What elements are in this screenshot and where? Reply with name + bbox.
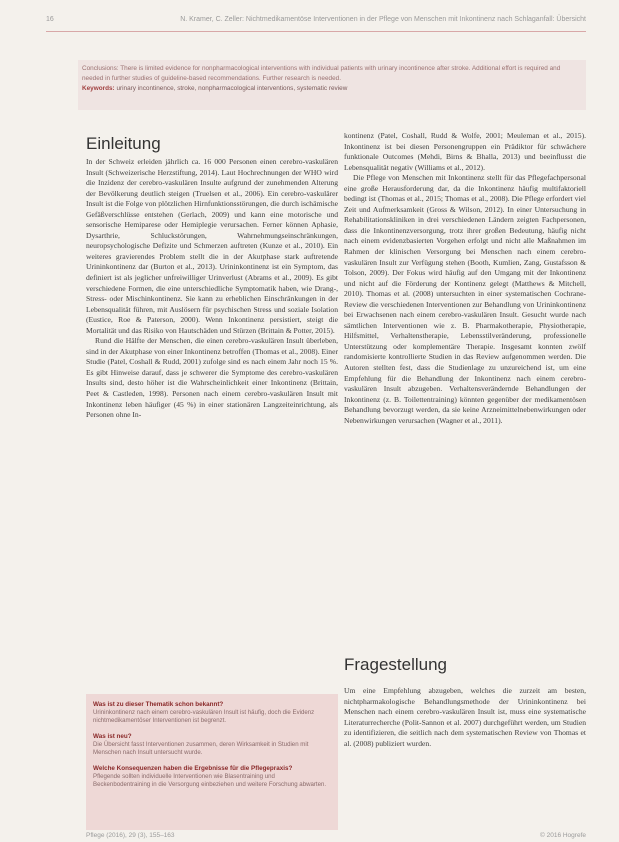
keywords-line [82, 84, 582, 94]
box-question: Was ist zu dieser Thematik schon bekannt? [93, 701, 224, 708]
section-heading-einleitung: Einleitung [86, 134, 161, 153]
keywords-text: urinary incontinence, stroke, nonpharmacological interventions, systematic review [116, 85, 348, 92]
abstract-text: Conclusions: There is limited evidence for nonpharmacological interventions with individual patients with urinary incontinence after stroke. Additional effort is required and needed in further studies of guideline-based recommendations. Further research is needed. [82, 65, 561, 82]
page-footer [86, 832, 586, 842]
footer-citation: Pflege (2016), 29 (3), 155–163 [86, 832, 175, 839]
keywords-label: Keywords: [82, 85, 115, 92]
footer-copyright: © 2016 Hogrefe [540, 832, 586, 839]
paragraph: Um eine Empfehlung abzugeben, welches die zurzeit am besten, nichtpharmakologische Behandlungsmethode der Urininkontinenz bei Menschen nach einem cerebro-vaskulären Insult ist, muss eine systematische Literaturrecherche (Polit-Sannon et al. 2007) durchgeführt werden, um Studien zu identifizieren, die seitlich nach dem systematischen Review von Thomas et al. (2008) publiziert wurden. [344, 686, 586, 748]
left-column [86, 157, 338, 643]
paragraph: Rund die Hälfte der Menschen, die einen cerebro-vaskulären Insult überleben, sind in der Akutphase von einer Inkontinenz betroffen (Thomas et al., 2008). Einer Studie (Patel, Coshall & Rudd, 2001) zufolge sind es nach einem Jahr noch 15 %. Es gibt Hinweise darauf, dass je schwerer die Symptome des cerebro-vaskulären Insults sind, desto höher ist die Wahrscheinlichkeit einer Inkontinenz (Brittain, Peet & Castleden, 1998). Personen nach einem cerebro-vaskulären Insult mit Inkontinenz leben häufiger (45 %) in einer stationären Langzeiteinrichtung, als Personen ohne In- [86, 336, 338, 420]
paragraph: In der Schweiz erleiden jährlich ca. 16 000 Personen einen cerebro-vaskulären Insult (Schweizerische Herzstiftung, 2014). Laut Hochrechnungen der WHO wird die Inzidenz der cerebro-vaskulären Insulte aufgrund der zunehmenden Alterung der Bevölkerung deutlich steigen (Truelsen et al., 2006). Ein cerebro-vaskulärer Insult ist die Folge von plötzlichen Hirnfunktionsstörungen, die durch ischämische Gefäßverschlüsse entstehen (Gerlach, 2009) und kann eine motorische und sensorische Hemiparese oder Hemiplegie verursachen. Ferner können Aphasie, Dysarthrie, Schluckstörungen, Wahrnehmungseinschränkungen, neuropsychologische Defizite und Schmerzen auftreten (Kunze et al., 2010). Ein weiteres gravierendes Problem stellt die in der Akutphase stark auftretende Urininkontinenz dar (Burton et al., 2013). Urininkontinenz ist ein Symptom, das definiert ist als jeglicher unfreiwilliger Urinverlust (Abrams et al., 2009). Es gibt verschiedene Formen, die eine unterschiedliche Symptomatik haben, wie Drang-, Stress- oder Mischinkontinenz. Sie kann zu erheblichen Einschränkungen in der Lebensqualität führen, mit Auslösern für psychischen Stress und soziale Isolation (Eustice, Roe & Paterson, 2000). Wenn Inkontinenz persistiert, steigt die Mortalität und das Risiko von Hautschäden und Stürzen (Brittain & Potter, 2015). [86, 157, 338, 335]
box-question: Was ist neu? [93, 732, 132, 740]
paragraph: Die Pflege von Menschen mit Inkontinenz stellt für das Pflegefachpersonal eine große Herausforderung dar, da die Inkontinenz häufig multifaktoriell bedingt ist (Thomas et al., 2015; Thomas et al., 2008). Die Pflege erfordert viel Zeit und Aufmerksamkeit (Gross & Wilson, 2012). In einer Untersuchung in Rehabilitationskliniken in drei verschiedenen Ländern zeigten Fachpersonen, dass die Inkontinenzversorgung, trotz ihrer großen Bedeutung, häufig nicht nach einem evidenzbasierten Vorgehen erfolgt und nicht alle Maßnahmen im Rahmen der klinischen Versorgung bei Menschen nach einem cerebro-vaskulären Insult zur Verfügung stehen (Booth, Kumlien, Zang, Gustafsson & Tolson, 2009). Der Fokus wird häufig auf den Umgang mit der Inkontinenz und nicht auf die Förderung der Kontinenz gelegt (Matthews & Mitchell, 2010). Thomas et al. (2008) untersuchten in einer systematischen Cochrane-Review die verschiedenen Interventionen zur Behandlung von Urininkontinenz bei Erwachsenen nach einem cerebro-vaskulären Insult. Gesucht wurde nach sämtlichen Interventionen wie z. B. Pharmakotherapie, Physiotherapie, Hilfsmittel, Verhaltenstherapie, Lebensstilveränderung, professionelle Unterstützung oder komplementäre Therapie. Insgesamt konnten zwölf randomisierte kontrollierte Studien in das Review aufgenommen werden. Die Autoren stellten fest, dass die Studienlage zu unzureichend ist, um eine Empfehlung für die Behandlung der Inkontinenz nach einem cerebro-vaskulären Insult abzugeben. Verhaltensverändernde Behandlungen der Inkontinenz (z. B. Toilettentraining) könnten gegenüber der medikamentösen Behandlung bevorzugt werden, da sie keine Arzneimittelnebenwirkungen oder Nebenwirkungen verursachen (Wagner et al., 2011). [344, 173, 586, 425]
running-header [46, 12, 586, 30]
box-question: Welche Konsequenzen haben die Ergebnisse für die Pflegepraxis? [93, 764, 293, 772]
key-points-box [86, 694, 338, 830]
running-title: N. Kramer, C. Zeller: Nichtmedikamentöse Interventionen in der Pflege von Menschen mit Inkontinenz nach Schlaganfall: Übersicht [180, 16, 586, 23]
page-number: 16 [46, 16, 54, 23]
abstract [82, 64, 582, 94]
box-answer: Die Übersicht fasst Interventionen zusammen, deren Wirksamkeit in Studien mit Menschen nach Insult untersucht wurde. [93, 740, 309, 757]
box-answer: Urininkontinenz nach einem cerebro-vaskulären Insult ist häufig, doch die Evidenz nichtmedikamentöser Interventionen ist begrenzt. [93, 709, 315, 725]
box-answer: Pflegende sollten individuelle Interventionen wie Blasentraining und Beckenbodentraining in die Versorgung einbeziehen und weitere Forschung abwarten. [93, 772, 327, 789]
right-column-bottom [344, 686, 586, 822]
header-divider [46, 31, 586, 32]
section-heading-fragestellung: Fragestellung [344, 655, 448, 674]
paragraph: kontinenz (Patel, Coshall, Rudd & Wolfe, 2001; Meuleman et al., 2015). Inkontinenz ist bei diesen Personengruppen ein Prädiktor für schwächere funktionale Outcomes (Mehdi, Birns & Bhalla, 2013) und beeinflusst die Lebensqualität negativ (Williams et al., 2012). [344, 131, 586, 172]
right-column [344, 131, 586, 631]
